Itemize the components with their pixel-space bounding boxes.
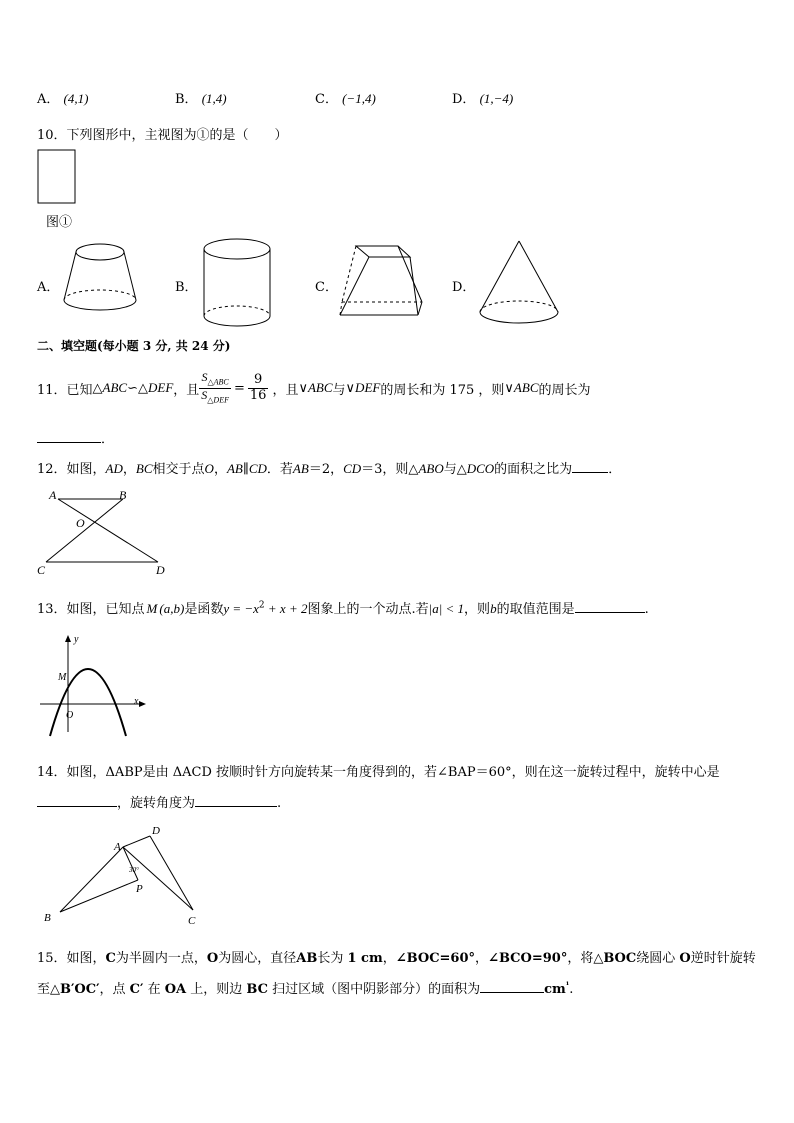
- q15-l2d: 上，则边: [186, 982, 247, 997]
- q15-l1d: 长为: [317, 951, 348, 966]
- q11-answer-line: [37, 428, 114, 447]
- q10-figure-caption: 图①: [46, 215, 73, 230]
- q12-p7: ＝3，则△: [361, 462, 419, 477]
- q12-label-b: B: [119, 488, 127, 502]
- q11-prefix: 11．已知: [37, 382, 93, 398]
- q12-p5: ．若: [266, 462, 293, 477]
- q11-ratio-fraction: [248, 373, 269, 403]
- q11-similar-expr: △ABC∽△DEF: [92, 380, 174, 395]
- q9-option-b: [175, 88, 227, 107]
- q9-option-c-value: (−1,4): [342, 91, 376, 106]
- q13-func2: + x + 2: [264, 601, 308, 616]
- q12-ab: AB: [292, 461, 309, 476]
- q14-line1: 14．如图，ΔABP是由 ΔACD 按顺时针方向旋转某一角度得到的，若∠BAP＝60°，则在这一旋转过程中，旋转中心是: [37, 765, 720, 780]
- q15-o2: O: [679, 951, 691, 966]
- q13-p2: 是函数: [184, 602, 224, 617]
- q10-option-b-letter: B．: [175, 280, 198, 295]
- q13-label-x: x: [134, 696, 139, 707]
- q13-p3: 图象上的一个动点.若: [307, 602, 429, 617]
- q15-boc2: B′OC′: [60, 982, 100, 997]
- q9-option-a: [37, 88, 88, 107]
- q13-answer-blank[interactable]: [575, 600, 645, 613]
- q15-c2: C′: [129, 982, 144, 997]
- q14-mid: ，旋转角度为: [117, 796, 196, 811]
- q12-p3: 相交于点: [152, 462, 205, 477]
- q12-figure: [34, 486, 174, 578]
- q13-b: b: [490, 601, 497, 616]
- q12-ab-parallel-cd: AB∥CD: [226, 461, 267, 476]
- q14-rotation-figure: [40, 822, 210, 928]
- q13-p1: 13．如图，已知点: [37, 602, 145, 617]
- q13-m: M: [146, 601, 158, 616]
- q9-option-d-value: (1,−4): [479, 91, 514, 106]
- q10-front-view-figure: [36, 148, 78, 206]
- q13-label-o: O: [66, 710, 74, 721]
- q12-p8: 与△: [443, 462, 467, 477]
- q15-boc1: BOC: [603, 951, 637, 966]
- q15-ang2: ∠BCO=90°: [488, 951, 568, 966]
- q13-p4: ，则: [464, 602, 491, 617]
- q11-equals: =: [233, 380, 245, 396]
- q11-mid3: 与: [332, 382, 346, 398]
- q14-label-d: D: [152, 825, 160, 837]
- q11-suffix: 的周长为: [538, 382, 591, 398]
- q12-p9: 的面积之比为: [494, 462, 573, 477]
- q11-ratio-den: 16: [249, 387, 267, 403]
- q14-angle-blank[interactable]: [195, 794, 277, 807]
- q10-option-c-letter: C．: [315, 280, 338, 295]
- q13-stem: [37, 598, 649, 617]
- q12-p6: ＝2，: [308, 462, 344, 477]
- q12-answer-blank[interactable]: [572, 460, 608, 473]
- q15-line1: [37, 947, 756, 966]
- q13-label-y: y: [74, 634, 79, 645]
- cone-shape: [476, 238, 566, 330]
- q12-abo: ABO: [418, 461, 444, 476]
- q15-l1i: 逆时针旋转: [690, 951, 756, 966]
- q9-option-d: [452, 88, 513, 107]
- q12-stem: [37, 458, 621, 477]
- q14-center-blank[interactable]: [37, 794, 117, 807]
- q12-label-c: C: [37, 563, 46, 577]
- q12-label-d: D: [156, 563, 165, 577]
- q11-mid1: ，且: [173, 382, 200, 398]
- q15-ang1: ∠BOC=60°: [395, 951, 476, 966]
- q15-ab1: AB: [296, 951, 318, 966]
- q12-o: O: [204, 461, 214, 476]
- q11-tri2: ∨DEF: [345, 380, 381, 395]
- q15-end: .: [569, 982, 574, 997]
- q11-frac-num-sub: △ABC: [207, 377, 229, 387]
- q14-label-b: B: [44, 912, 51, 924]
- q14-label-a: A: [114, 841, 121, 853]
- q11-end: ．: [101, 432, 115, 447]
- q9-option-a-value: (4,1): [63, 91, 89, 106]
- q13-func: y = −x: [223, 601, 259, 616]
- q12-label-a: A: [49, 488, 57, 502]
- q14-line2: [37, 792, 281, 811]
- q15-o1: O: [206, 951, 219, 966]
- q15-l1a: 15．如图，: [37, 951, 106, 966]
- q9-option-c: [315, 88, 376, 107]
- q14-label-angle: 30°: [129, 866, 139, 874]
- q15-answer-blank[interactable]: [480, 980, 544, 993]
- q12-bc: BC: [135, 461, 153, 476]
- section-2-title: 二、填空题(每小题 3 分, 共 24 分): [37, 339, 231, 353]
- q12-p4: ，: [213, 462, 227, 477]
- q11-area-fraction: [199, 371, 231, 404]
- q14-label-c: C: [188, 915, 196, 927]
- q13-parabola-figure: [36, 632, 156, 738]
- q15-l1c: 为圆心，直径: [218, 951, 297, 966]
- q14-label-p: P: [136, 883, 143, 895]
- q11-line1: [37, 366, 591, 410]
- q11-tri1: ∨ABC: [298, 380, 333, 395]
- q11-frac-den-s: S: [201, 387, 208, 402]
- q12-p2: ，: [122, 462, 136, 477]
- q12-cd: CD: [343, 461, 362, 476]
- front-view-rectangle: [38, 150, 75, 203]
- q15-l2c: 在: [143, 982, 165, 997]
- q13-point: (a,b): [159, 601, 185, 616]
- q15-l2a: 至△: [37, 982, 60, 997]
- q12-dco: DCO: [466, 461, 495, 476]
- q11-ratio-num: 9: [248, 373, 269, 388]
- q9-option-c-letter: C．: [315, 92, 338, 107]
- q13-sup: 2: [258, 600, 265, 611]
- q15-l1b: 为半圆内一点，: [115, 951, 207, 966]
- q13-label-m: M: [58, 672, 67, 683]
- q15-l1e: ，: [382, 951, 396, 966]
- q10-option-a-letter: A．: [37, 280, 60, 295]
- prism-frustum-shape: [336, 240, 426, 320]
- cylinder-shape: [200, 236, 276, 332]
- q12-end: ．: [608, 462, 622, 477]
- frustum-shape: [60, 240, 140, 325]
- q13-abs: |a| < 1: [428, 601, 465, 616]
- q13-end: .: [644, 602, 649, 617]
- q11-frac-den-sub: △DEF: [207, 394, 229, 404]
- q15-unit-sup: ¹: [565, 979, 570, 990]
- q15-unit: cm: [544, 982, 566, 997]
- q10-stem: 10．下列图形中，主视图为①的是（ ）: [37, 128, 288, 143]
- q15-l1h: 绕圆心: [636, 951, 680, 966]
- q15-l1f: ，: [475, 951, 489, 966]
- q9-option-b-value: (1,4): [201, 91, 227, 106]
- q12-ad: AD: [105, 461, 123, 476]
- q15-bc: BC: [246, 982, 268, 997]
- q11-mid2: ，且: [272, 382, 299, 398]
- q11-frac-num-s: S: [201, 370, 208, 385]
- q15-len: 1 cm: [347, 951, 383, 966]
- q15-l1g: ，将△: [567, 951, 604, 966]
- q11-answer-blank[interactable]: [37, 430, 101, 443]
- q11-mid4: 的周长和为 175 ，则: [380, 382, 505, 398]
- q9-option-d-letter: D．: [452, 92, 476, 107]
- q12-label-o: O: [76, 516, 85, 530]
- q15-oa: OA: [164, 982, 187, 997]
- q15-l2b: ，点: [99, 982, 130, 997]
- q12-p1: 12．如图，: [37, 462, 106, 477]
- q9-option-b-letter: B．: [175, 92, 198, 107]
- q9-option-a-letter: A．: [37, 92, 60, 107]
- q15-c1: C: [105, 951, 116, 966]
- q14-end: .: [277, 796, 282, 811]
- q11-tri3: ∨ABC: [504, 380, 539, 395]
- q15-l2e: 扫过区域（图中阴影部分）的面积为: [267, 982, 481, 997]
- q15-line2: [37, 978, 573, 997]
- q10-option-d-letter: D．: [452, 280, 476, 295]
- q13-p5: 的取值范围是: [496, 602, 575, 617]
